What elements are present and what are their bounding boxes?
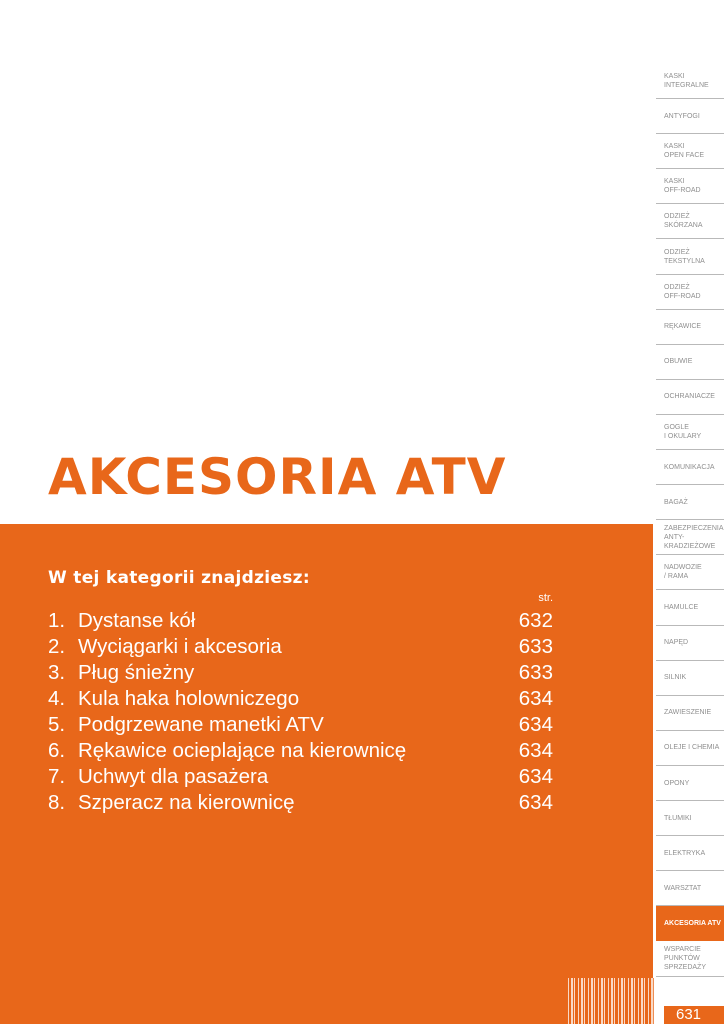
toc-item-label: Podgrzewane manetki ATV (78, 713, 324, 736)
sidebar-tab[interactable]: WSPARCIE PUNKTÓW SPRZEDAŻY (656, 942, 724, 977)
toc-item-number: 8. (48, 791, 66, 814)
toc-item-label: Wyciągarki i akcesoria (78, 635, 282, 658)
toc-item-page: 632 (518, 609, 553, 632)
sidebar-tab[interactable]: ODZIEŻ TEKSTYLNA (656, 240, 724, 275)
sidebar-tab[interactable]: WARSZTAT (656, 871, 724, 906)
sidebar-tab[interactable]: AKCESORIA ATV (656, 906, 724, 941)
toc-item-number: 3. (48, 661, 66, 684)
page-number: 631 (664, 1006, 724, 1024)
toc-item[interactable] (48, 764, 553, 790)
toc-item-title (48, 608, 195, 634)
toc-item[interactable] (48, 686, 553, 712)
toc-item-page: 634 (518, 687, 553, 710)
sidebar-tab[interactable]: ZABEZPIECZENIA ANTY- KRADZIEŻOWE (656, 520, 724, 555)
sidebar-tab[interactable]: ODZIEŻ OFF-ROAD (656, 275, 724, 310)
toc-item-title (48, 790, 295, 816)
category-subtitle: W tej kategorii znajdziesz: (48, 568, 310, 588)
toc-item[interactable] (48, 634, 553, 660)
toc-item-label: Dystanse kół (78, 609, 196, 632)
category-sidebar (656, 64, 724, 1024)
toc-item-page: 634 (518, 791, 553, 814)
sidebar-tab[interactable]: NAPĘD (656, 626, 724, 661)
toc-item-label: Uchwyt dla pasażera (78, 765, 269, 788)
decorative-barcode (568, 978, 654, 1024)
toc-item-label: Pług śnieżny (78, 661, 195, 684)
sidebar-tab[interactable]: ODZIEŻ SKÓRZANA (656, 204, 724, 239)
sidebar-tab[interactable]: ZAWIESZENIE (656, 696, 724, 731)
toc-item-page: 634 (518, 765, 553, 788)
sidebar-tab[interactable]: HAMULCE (656, 591, 724, 626)
toc-item[interactable] (48, 712, 553, 738)
toc-item-label: Kula haka holowniczego (78, 687, 300, 710)
table-of-contents (48, 608, 553, 816)
sidebar-tab[interactable]: ANTYFOGI (656, 99, 724, 134)
sidebar-tab[interactable]: NADWOZIE / RAMA (656, 555, 724, 590)
page-column-label: str. (538, 592, 553, 604)
toc-item-page: 634 (518, 739, 553, 762)
toc-item[interactable] (48, 738, 553, 764)
sidebar-tab[interactable]: GOGLE I OKULARY (656, 415, 724, 450)
sidebar-tab[interactable]: OPONY (656, 766, 724, 801)
sidebar-tab[interactable]: RĘKAWICE (656, 310, 724, 345)
sidebar-tab[interactable]: ELEKTRYKA (656, 836, 724, 871)
toc-item-title (48, 634, 282, 660)
toc-item[interactable] (48, 790, 553, 816)
toc-item-title (48, 764, 268, 790)
toc-item-page: 633 (518, 635, 553, 658)
toc-item-page: 634 (518, 713, 553, 736)
sidebar-tab[interactable]: OCHRANIACZE (656, 380, 724, 415)
sidebar-tab[interactable]: TŁUMIKI (656, 801, 724, 836)
toc-item-number: 6. (48, 739, 66, 762)
sidebar-tab[interactable]: OLEJE I CHEMIA (656, 731, 724, 766)
toc-item-title (48, 660, 194, 686)
toc-item-title (48, 686, 299, 712)
toc-item[interactable] (48, 608, 553, 634)
toc-item-page: 633 (518, 661, 553, 684)
sidebar-tab[interactable]: KASKI INTEGRALNE (656, 64, 724, 99)
page-title: AKCESORIA ATV (48, 448, 507, 506)
toc-item-title (48, 712, 324, 738)
sidebar-tab[interactable]: KOMUNIKACJA (656, 450, 724, 485)
sidebar-tab[interactable]: BAGAŻ (656, 485, 724, 520)
toc-item-number: 4. (48, 687, 66, 710)
toc-item-title (48, 738, 406, 764)
toc-item-number: 5. (48, 713, 66, 736)
sidebar-tab[interactable]: OBUWIE (656, 345, 724, 380)
toc-item-number: 1. (48, 609, 66, 632)
toc-item-label: Szperacz na kierownicę (78, 791, 295, 814)
sidebar-tab[interactable]: KASKI OPEN FACE (656, 134, 724, 169)
sidebar-tab[interactable]: KASKI OFF-ROAD (656, 169, 724, 204)
toc-item[interactable] (48, 660, 553, 686)
toc-item-number: 7. (48, 765, 66, 788)
sidebar-tab[interactable]: SILNIK (656, 661, 724, 696)
toc-item-number: 2. (48, 635, 66, 658)
toc-item-label: Rękawice ocieplające na kierownicę (78, 739, 407, 762)
